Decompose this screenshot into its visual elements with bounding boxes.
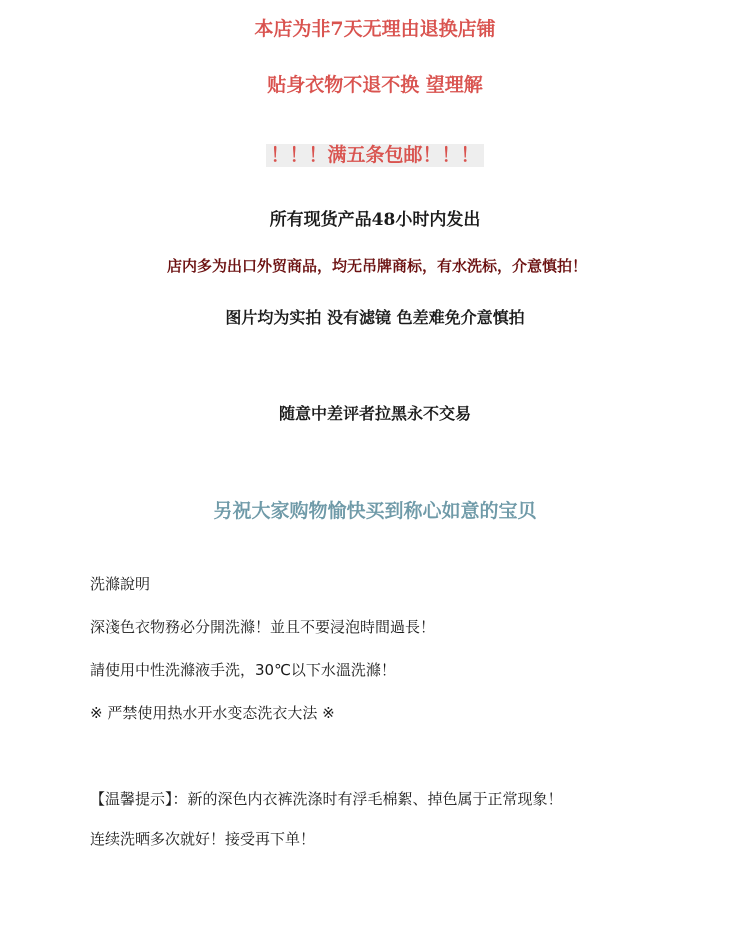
washing-title: 洗滌說明 — [90, 575, 151, 593]
underwear-notice: 贴身衣物不退不换 望理解 — [267, 74, 483, 96]
warm-tip: 【温馨提示】：新的深色内衣裤洗涤时有浮毛棉絮、掉色属于正常现象！ — [90, 790, 563, 808]
warm-tip-continued: 连续洗晒多次就好！接受再下单！ — [90, 830, 316, 848]
bad-review-notice: 随意中差评者拉黑永不交易 — [278, 404, 471, 423]
no-return-notice: 本店为非7天无理由退换店铺 — [254, 18, 496, 40]
washing-line-temperature: 請使用中性洗滌液手洗，30℃以下水溫洗滌！ — [90, 661, 396, 679]
export-goods-notice: 店内多为出口外贸商品，均无吊牌商标，有水洗标，介意慎拍！ — [167, 257, 588, 275]
wish-message: 另祝大家购物愉快买到称心如意的宝贝 — [213, 500, 537, 522]
free-shipping-banner — [0, 144, 750, 167]
real-photo-notice: 图片均为实拍 没有滤镜 色差难免介意慎拍 — [225, 308, 525, 327]
free-shipping-notice: ！！！满五条包邮！！！ — [266, 144, 483, 167]
washing-line-warning: ※ 严禁使用热水开水变态洗衣大法 ※ — [90, 704, 335, 722]
ship-time-notice: 所有现货产品48小时内发出 — [269, 210, 481, 230]
washing-line-separate: 深淺色衣物務必分開洗滌！並且不要浸泡時間過長！ — [90, 618, 436, 636]
